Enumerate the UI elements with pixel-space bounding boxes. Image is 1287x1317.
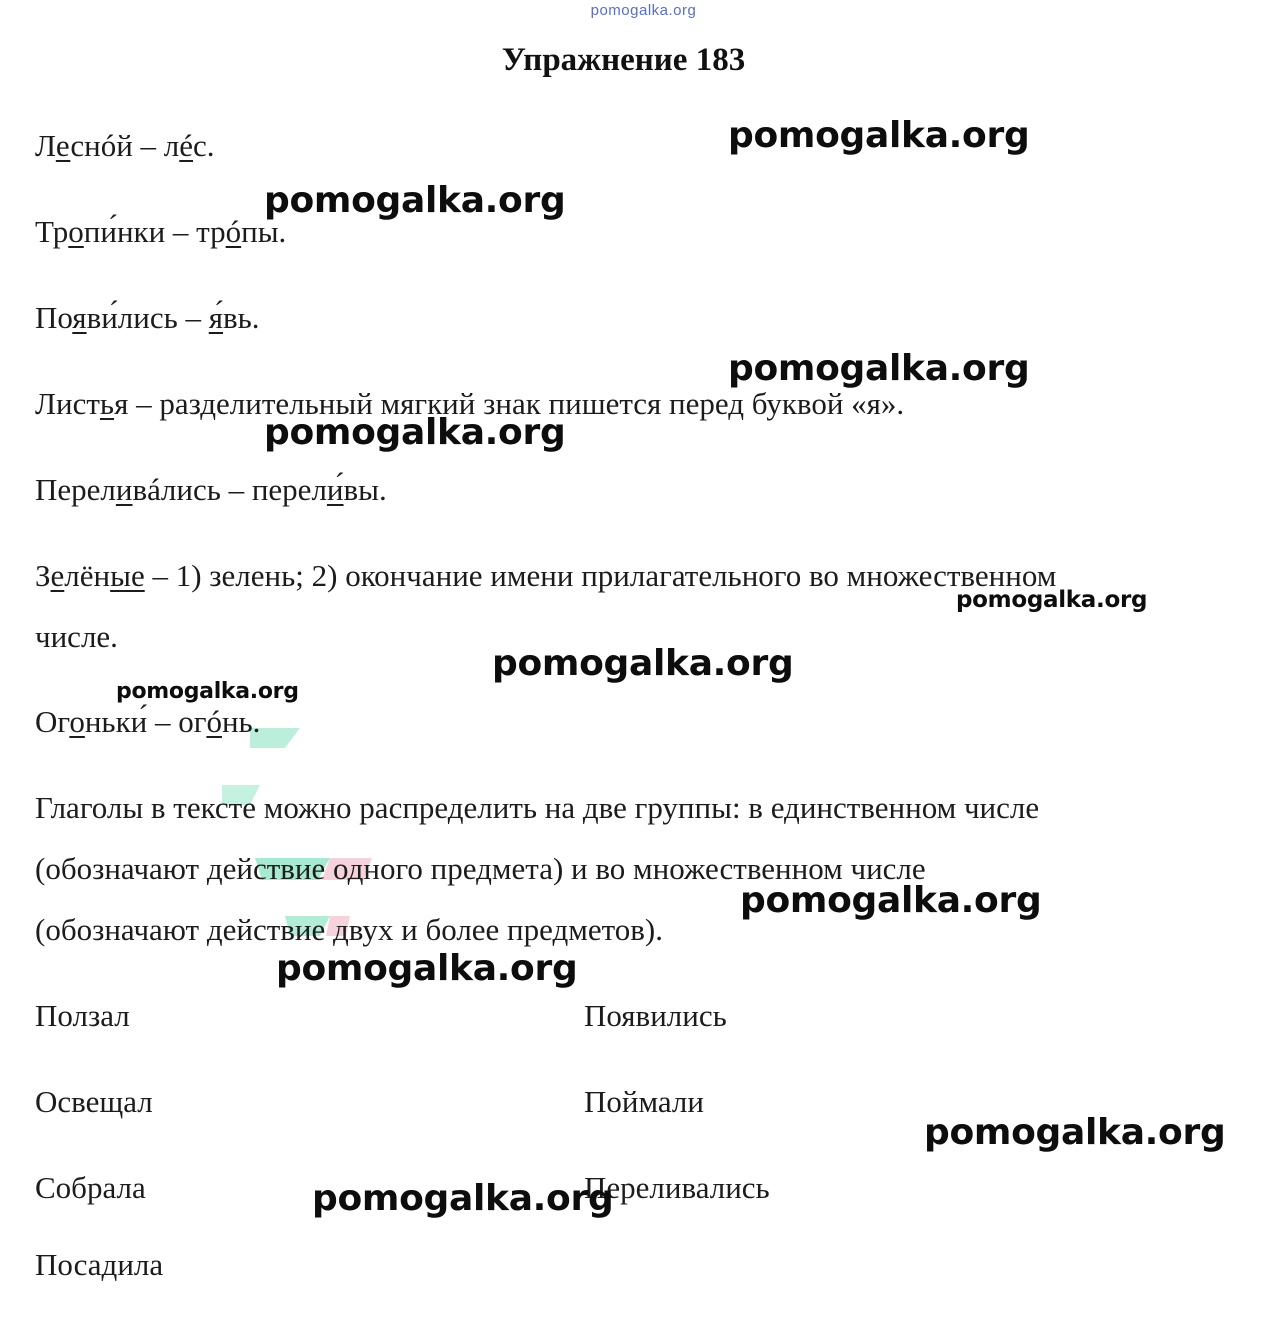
text-segment: ви́лись – bbox=[86, 300, 209, 335]
line-tropinki bbox=[35, 214, 286, 250]
line-perelivalis bbox=[35, 472, 387, 508]
text-segment: – 1) зелень; 2) окончание имени прилагательного во множественном bbox=[144, 558, 1057, 593]
text-segment: Л bbox=[35, 128, 56, 163]
line-zelenye bbox=[35, 558, 1056, 594]
line-glagoly-1 bbox=[35, 790, 1039, 826]
watermark: pomogalka.org bbox=[276, 948, 578, 989]
text-segment: снóй – л bbox=[70, 128, 180, 163]
underlined-letters: о bbox=[68, 214, 84, 249]
verb-singular: Освещал bbox=[35, 1084, 153, 1119]
line-poyavilis bbox=[35, 300, 260, 336]
site-header-link[interactable]: pomogalka.org bbox=[590, 2, 697, 19]
text-segment: Глаголы в тексте можно распределить на две группы: в единственном числе bbox=[35, 790, 1040, 825]
verb-singular: Посадила bbox=[35, 1247, 164, 1282]
text-segment: Лист bbox=[35, 386, 100, 421]
text-segment: По bbox=[35, 300, 73, 335]
underlined-letters: е bbox=[50, 558, 65, 593]
text-segment: ньки́ – ог bbox=[84, 704, 207, 739]
watermark: pomogalka.org bbox=[312, 1178, 614, 1219]
text-segment: нь. bbox=[221, 704, 261, 739]
line-zelenye-cont bbox=[35, 619, 118, 655]
underlined-letters: и bbox=[115, 472, 133, 507]
text-segment: Ог bbox=[35, 704, 70, 739]
text-segment: я – разделительный мягкий знак пишется перед буквой «я». bbox=[114, 386, 905, 421]
verb-singular: Ползал bbox=[35, 998, 130, 1033]
text-segment: пи́нки – тр bbox=[83, 214, 226, 249]
underlined-letters: о bbox=[69, 704, 85, 739]
underlined-letters: е bbox=[55, 128, 71, 163]
watermark: pomogalka.org bbox=[116, 679, 299, 704]
watermark: pomogalka.org bbox=[264, 412, 566, 453]
text-segment: лён bbox=[64, 558, 111, 593]
underlined-letters: ые bbox=[110, 558, 145, 593]
text-segment: с. bbox=[193, 128, 215, 163]
watermark: pomogalka.org bbox=[492, 643, 794, 684]
line-glagoly-3 bbox=[35, 912, 663, 948]
watermark: pomogalka.org bbox=[728, 348, 1030, 389]
text-segment: числе. bbox=[35, 619, 118, 654]
watermark: pomogalka.org bbox=[264, 180, 566, 221]
underlined-letters: ó bbox=[225, 214, 242, 249]
text-segment: (обозначают действие двух и более предметов). bbox=[35, 912, 663, 947]
line-ogonki bbox=[35, 704, 260, 740]
watermark: pomogalka.org bbox=[740, 880, 1042, 921]
line-lesnoy bbox=[35, 128, 215, 164]
page-title: Упражнение 183 bbox=[501, 42, 746, 78]
text-segment: вáлись – перел bbox=[132, 472, 327, 507]
text-segment: (обозначают действие одного предмета) и во множественном числе bbox=[35, 851, 926, 886]
text-segment: вь. bbox=[223, 300, 260, 335]
underlined-letters: я bbox=[72, 300, 87, 335]
underlined-letters: я́ bbox=[208, 300, 224, 335]
underlined-letters: и́ bbox=[326, 472, 344, 507]
underlined-letters: ó bbox=[206, 704, 222, 739]
text-segment: З bbox=[35, 558, 51, 593]
watermark: pomogalka.org bbox=[956, 587, 1148, 613]
underlined-letters: é bbox=[179, 128, 194, 163]
text-segment: Перел bbox=[35, 472, 116, 507]
text-segment: вы. bbox=[343, 472, 387, 507]
watermark: pomogalka.org bbox=[924, 1112, 1226, 1153]
verb-plural: Появились bbox=[584, 998, 727, 1033]
text-segment: Тр bbox=[35, 214, 69, 249]
verb-plural: Переливались bbox=[584, 1170, 770, 1205]
text-segment: пы. bbox=[241, 214, 287, 249]
verb-plural: Поймали bbox=[584, 1084, 704, 1119]
verb-singular: Собрала bbox=[35, 1170, 146, 1205]
watermark: pomogalka.org bbox=[728, 115, 1030, 156]
underlined-letters: ь bbox=[99, 386, 115, 421]
